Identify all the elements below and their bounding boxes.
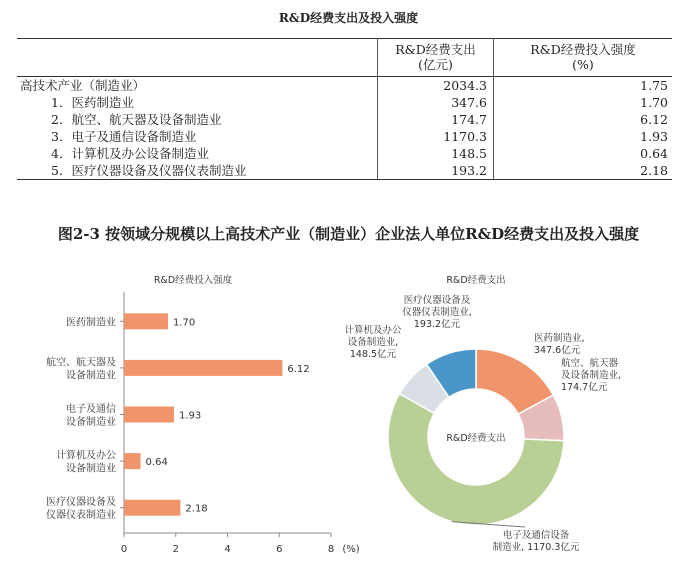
slice-label: 计算机及办公: [344, 325, 402, 336]
bar: [124, 407, 174, 423]
bar-category-label: 设备制造业: [66, 370, 116, 382]
row-intensity: 1.70: [640, 95, 668, 110]
row-name: 4．计算机及办公设备制造业: [17, 145, 378, 162]
slice-label: 医药制造业,: [534, 333, 585, 344]
row-spend: 347.6: [378, 94, 494, 111]
bar-value-label: 6.12: [287, 363, 310, 375]
slice-label: 及设备制造业,: [561, 370, 622, 381]
slice-label: 电子及通信设备: [502, 530, 570, 541]
x-tick-label: 2: [172, 544, 179, 555]
row-name: 3．电子及通信设备制造业: [17, 128, 378, 145]
bar: [124, 360, 282, 376]
row-name: 1．医药制造业: [17, 94, 378, 111]
bar-value-label: 1.70: [172, 317, 196, 329]
row-name: 2．航空、航天器及设备制造业: [17, 111, 378, 128]
row-spend: 1170.3: [378, 128, 494, 145]
row-name: 5．医疗仪器设备及仪器仪表制造业: [17, 162, 378, 180]
header-intensity-label: R&D经费投入强度: [530, 42, 636, 57]
row-intensity: 1.93: [640, 129, 668, 144]
x-tick-label: 4: [224, 544, 231, 555]
row-intensity: 2.18: [494, 162, 673, 180]
slice-label: 148.5亿元: [349, 349, 397, 360]
header-intensity-unit: (%): [572, 57, 594, 72]
bar-value-label: 0.64: [145, 457, 168, 469]
row-spend: 148.5: [378, 145, 494, 162]
row-intensity: 6.12: [640, 112, 668, 127]
bar-value-label: 2.18: [185, 503, 208, 515]
header-spend-label: R&D经费支出: [395, 42, 476, 57]
x-axis-unit-label: (%): [342, 544, 360, 555]
slice-label: 航空、航天器: [561, 358, 619, 369]
bar-value-label: 1.93: [178, 410, 202, 422]
row-spend: 2034.3: [378, 77, 494, 95]
x-tick-label: 6: [276, 544, 283, 555]
bar-category-label: 计算机及办公: [56, 450, 116, 462]
bar: [124, 500, 180, 516]
bar-category-label: 医疗仪器设备及: [46, 497, 116, 509]
row-spend: 193.2: [378, 162, 494, 180]
figure-title: 图2-3 按领域分规模以上高技术产业（制造业）企业法人单位R&D经费支出及投入强度: [57, 225, 640, 243]
bar: [124, 453, 141, 469]
header-spend-unit: (亿元): [418, 57, 453, 72]
x-tick-label: 0: [120, 544, 128, 555]
slice-label: 174.7亿元: [561, 382, 608, 393]
slice-label: 制造业, 1170.3亿元: [492, 542, 580, 553]
row-intensity: 1.75: [640, 78, 668, 93]
bar-category-label: 设备制造业: [66, 417, 116, 428]
x-tick-label: 8: [327, 544, 335, 555]
slice-label: 医疗仪器设备及: [403, 295, 471, 306]
bar-category-label: 医药制造业: [66, 317, 116, 329]
row-spend: 174.7: [378, 111, 494, 128]
slice-label: 193.2亿元: [413, 319, 461, 330]
bar-chart-title: R&D经费投入强度: [153, 275, 233, 286]
bar-chart: [46, 274, 360, 555]
slice-label: 设备制造业,: [347, 337, 399, 348]
slice-label: 仪器仪表制造业,: [402, 307, 472, 318]
donut-center-label: R&D经费支出: [446, 433, 506, 444]
donut-chart-title: R&D经费支出: [446, 275, 506, 286]
bar-category-label: 仪器仪表制造业: [46, 510, 116, 522]
bar: [124, 313, 168, 329]
bar-category-label: 航空、航天器及: [46, 357, 116, 369]
bar-category-label: 设备制造业: [66, 463, 116, 475]
row-name: 高技术产业（制造业）: [17, 77, 378, 95]
bar-category-label: 电子及通信: [66, 404, 116, 415]
table-title: R&D经费支出及投入强度: [278, 11, 419, 25]
slice-label: 347.6亿元: [534, 345, 581, 356]
donut-chart: [344, 274, 621, 553]
row-intensity: 0.64: [640, 146, 668, 161]
